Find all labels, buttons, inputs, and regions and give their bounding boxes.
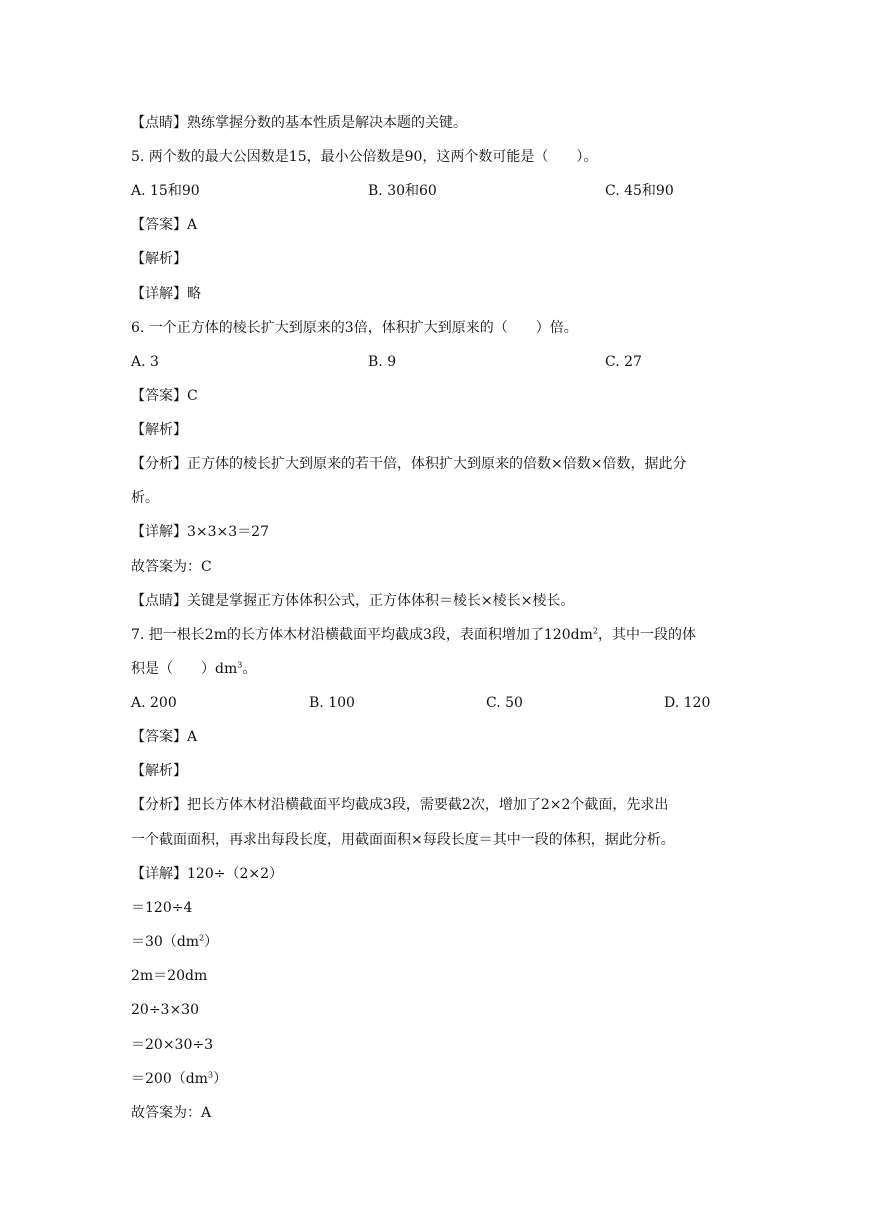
text: ＝30（dm	[131, 934, 200, 950]
text: 积是（ ）dm	[131, 661, 238, 677]
analysis-heading: 【解析】	[131, 763, 187, 779]
step-line	[131, 1069, 227, 1089]
analysis-line: 【分析】正方体的棱长扩大到原来的若干倍，体积扩大到原来的倍数×倍数×倍数，据此分	[131, 456, 687, 472]
step-line: ＝20×30÷3	[131, 1037, 213, 1053]
answer-line: 【答案】A	[131, 729, 198, 745]
text: 。	[242, 661, 257, 677]
option-b: B. 100	[309, 695, 355, 711]
superscript: 3	[237, 660, 243, 670]
answer-line: 【答案】C	[131, 388, 198, 404]
answer-line: 【答案】A	[131, 217, 198, 233]
analysis-heading: 【解析】	[131, 251, 187, 267]
option-a: A. 200	[131, 695, 177, 711]
analysis-line: 一个截面面积，再求出每段长度，用截面面积×每段长度＝其中一段的体积，据此分析。	[131, 832, 675, 848]
analysis-line: 析。	[131, 490, 159, 506]
question-7-line-1	[131, 625, 696, 645]
analysis-line: 【分析】把长方体木材沿横截面平均截成3段，需要截2次，增加了2×2个截面，先求出	[131, 797, 669, 813]
text-line: 【点睛】熟练掌握分数的基本性质是解决本题的关键。	[131, 115, 467, 131]
text: ，其中一段的体	[597, 627, 696, 643]
text: ＝200（dm	[131, 1071, 208, 1087]
detail-line: 【详解】略	[131, 286, 201, 302]
option-c: C. 50	[486, 695, 523, 711]
question-6: 6. 一个正方体的棱长扩大到原来的3倍，体积扩大到原来的（ ）倍。	[131, 320, 578, 336]
text: ）	[204, 934, 219, 950]
step-line: ＝120÷4	[131, 900, 193, 916]
conclusion-line: 故答案为：A	[131, 1105, 212, 1121]
option-c: C. 27	[605, 354, 642, 370]
key-point-line: 【点睛】关键是掌握正方体体积公式，正方体体积＝棱长×棱长×棱长。	[131, 593, 575, 609]
option-a: A. 3	[131, 354, 159, 370]
question-5: 5. 两个数的最大公因数是15，最小公倍数是90，这两个数可能是（ ）。	[131, 149, 598, 165]
text: ）	[213, 1071, 228, 1087]
step-line: 20÷3×30	[131, 1002, 199, 1018]
superscript: 3	[207, 1070, 214, 1080]
question-7-line-2	[131, 659, 256, 679]
conclusion-line: 故答案为：C	[131, 559, 212, 575]
detail-line: 【详解】3×3×3＝27	[131, 524, 269, 540]
analysis-heading: 【解析】	[131, 422, 187, 438]
text: 7. 把一根长2m的长方体木材沿横截面平均截成3段，表面积增加了120dm	[131, 627, 593, 643]
superscript: 2	[592, 626, 598, 636]
step-line	[131, 932, 218, 952]
option-b: B. 30和60	[368, 183, 437, 199]
detail-line: 【详解】120÷（2×2）	[131, 866, 283, 882]
option-b: B. 9	[368, 354, 397, 370]
option-d: D. 120	[664, 695, 711, 711]
option-a: A. 15和90	[131, 183, 200, 199]
superscript: 2	[199, 933, 205, 943]
option-c: C. 45和90	[605, 183, 674, 199]
step-line: 2m＝20dm	[131, 968, 208, 984]
